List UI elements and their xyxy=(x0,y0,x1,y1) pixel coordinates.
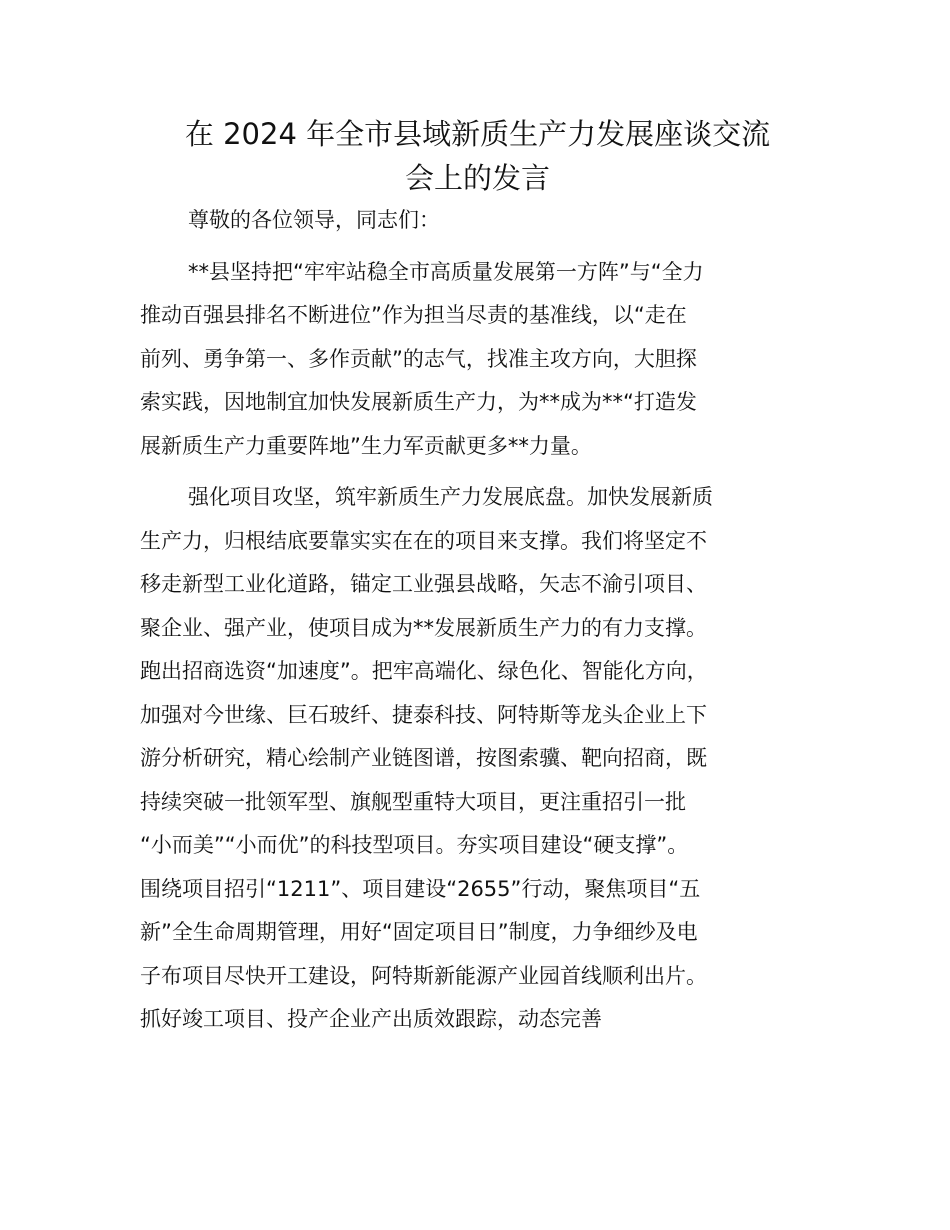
paragraph-2 xyxy=(140,476,815,1042)
paragraph-line: 强化项目攻坚，筑牢新质生产力发展底盘。加快发展新质 xyxy=(188,485,713,509)
paragraph-line: 加强对今世缘、巨石玻纤、捷泰科技、阿特斯等龙头企业上下 xyxy=(140,702,707,727)
paragraph-line: 推动百强县排名不断进位”作为担当尽责的基准线，以“走在 xyxy=(140,303,687,327)
salutation-text: 尊敬的各位领导，同志们： xyxy=(188,208,440,232)
paragraph-line: 移走新型工业化道路，锚定工业强县战略，矢志不渝引项目、 xyxy=(140,572,707,596)
paragraph-line: “小而美”“小而优”的科技型项目。夯实项目建设“硬支撑”。 xyxy=(140,833,689,857)
paragraph-line: 聚企业、强产业，使项目成为**发展新质生产力的有力支撑。 xyxy=(140,615,707,640)
paragraph-line: **县坚持把“牢牢站稳全市高质量发展第一方阵”与“全力 xyxy=(188,259,704,284)
document-body xyxy=(140,199,815,1050)
paragraph-line: 围绕项目招引“1211”、项目建设“2655”行动，聚焦项目“五 xyxy=(140,876,701,901)
paragraph-line: 抓好竣工项目、投产企业产出质效跟踪，动态完善 xyxy=(140,1007,602,1031)
paragraph-line: 持续突破一批领军型、旗舰型重特大项目，更注重招引一批 xyxy=(140,789,686,814)
paragraph-line: 展新质生产力重要阵地”生力军贡献更多**力量。 xyxy=(140,433,592,458)
paragraph-line: 子布项目尽快开工建设，阿特斯新能源产业园首线顺利出片。 xyxy=(140,963,707,988)
paragraph-line: 索实践，因地制宜加快发展新质生产力，为**成为**“打造发 xyxy=(140,390,697,414)
document-title xyxy=(140,112,815,200)
paragraph-line: 新”全生命周期管理，用好“固定项目日”制度，力争细纱及电 xyxy=(140,920,698,944)
paragraph-line: 生产力，归根结底要靠实实在在的项目来支撑。我们将坚定不 xyxy=(140,528,707,553)
title-line-1: 在 2024 年全市县域新质生产力发展座谈交流 xyxy=(184,117,771,151)
salutation xyxy=(140,199,815,243)
paragraph-line: 游分析研究，精心绘制产业链图谱，按图索骥、靶向招商，既 xyxy=(140,746,707,770)
paragraph-1 xyxy=(140,251,815,469)
title-line-2: 会上的发言 xyxy=(404,161,550,195)
paragraph-line: 前列、勇争第一、多作贡献”的志气，找准主攻方向，大胆探 xyxy=(140,346,697,371)
paragraph-line: 跑出招商选资“加速度”。把牢高端化、绿色化、智能化方向， xyxy=(140,659,708,683)
